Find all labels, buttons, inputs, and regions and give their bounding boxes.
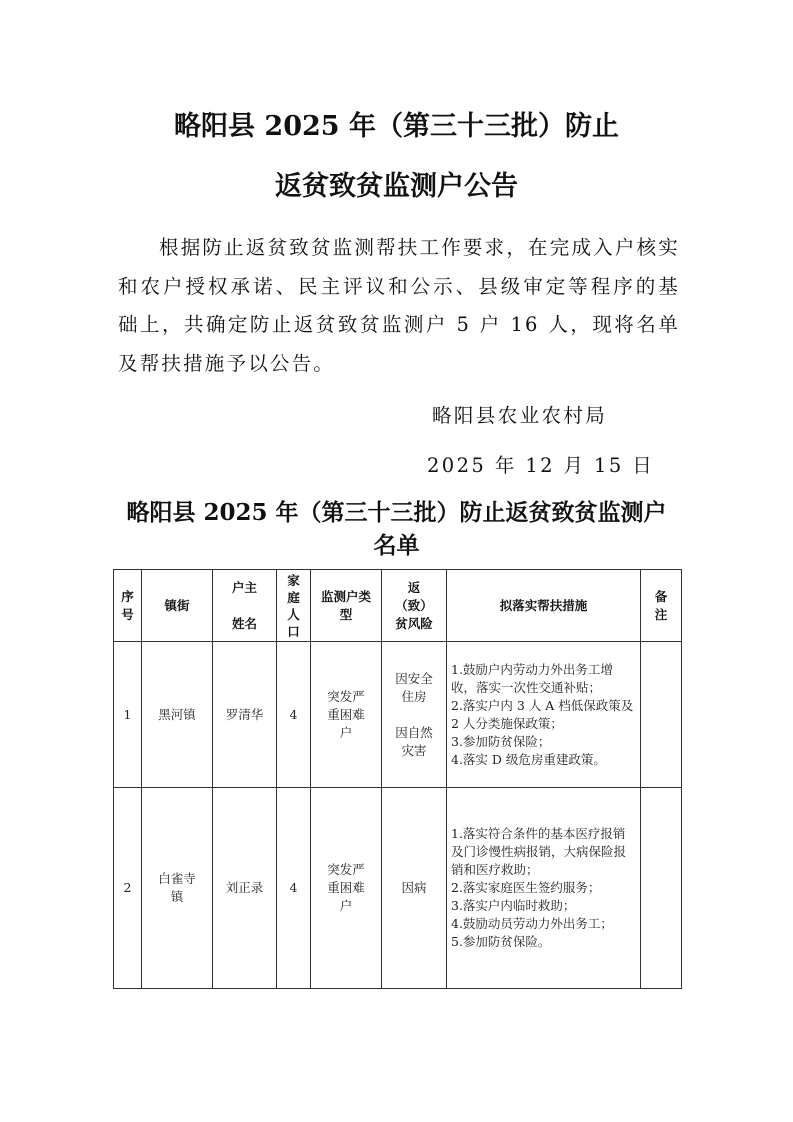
cell-remarks <box>641 642 682 788</box>
measure-item: 3.落实户内临时救助； <box>451 898 576 913</box>
cell-remarks <box>641 788 682 989</box>
cell-town: 白雀寺镇 <box>142 788 213 989</box>
table-row <box>114 788 682 989</box>
cell-head-name: 罗清华 <box>213 642 277 788</box>
measure-item: 2.落实户内 3 人 A 档低保政策及 2 人分类施保政策； <box>451 697 634 731</box>
cell-index: 2 <box>114 788 142 989</box>
table-header-row <box>114 570 682 642</box>
cell-index: 1 <box>114 642 142 788</box>
table-row <box>114 642 682 788</box>
cell-family-size: 4 <box>277 788 311 989</box>
signature-date: 2025 年 12 月 15 日 <box>427 454 655 477</box>
measure-item: 2.落实家庭医生签约服务； <box>451 880 601 895</box>
measure-item: 1.鼓励户内劳动力外出务工增收，落实一次性交通补贴； <box>451 661 613 695</box>
measure-item: 3.参加防贫保险； <box>451 733 551 749</box>
cell-town: 黑河镇 <box>142 642 213 788</box>
header-measures: 拟落实帮扶措施 <box>447 570 641 642</box>
header-monitor-type: 监测户类型 <box>311 570 382 642</box>
list-title-line2: 名单 <box>373 532 420 559</box>
announcement-body: 根据防止返贫致贫监测帮扶工作要求，在完成入户核实和农户授权承诺、民主评议和公示、县级审定等程序的基础上，共确定防止返贫致贫监测户 5 户 16 人，现将名单及帮扶措施予以公告。 <box>118 236 680 375</box>
cell-head-name: 刘正录 <box>213 788 277 989</box>
measure-item: 4.鼓励动员劳动力外出务工； <box>451 916 613 931</box>
header-remarks: 备注 <box>641 570 682 642</box>
cell-family-size: 4 <box>277 642 311 788</box>
announcement-title-line1: 略阳县 2025 年（第三十三批）防止 <box>174 111 619 142</box>
header-town: 镇街 <box>142 570 213 642</box>
measure-item: 4.落实 D 级危房重建政策。 <box>451 751 606 767</box>
measure-item: 5.参加防贫保险。 <box>451 934 551 949</box>
cell-measures <box>447 642 641 788</box>
header-family-size: 家庭人口 <box>277 570 311 642</box>
list-title-line1: 略阳县 2025 年（第三十三批）防止返贫致贫监测户 <box>126 499 667 526</box>
announcement-title-line2: 返贫致贫监测户公告 <box>275 171 518 202</box>
cell-monitor-type: 突发严重困难户 <box>311 642 382 788</box>
cell-measures <box>447 788 641 989</box>
cell-monitor-type: 突发严重困难户 <box>311 788 382 989</box>
signature-organization: 略阳县农业农村局 <box>432 404 608 427</box>
cell-risk: 因安全住房 因自然灾害 <box>382 642 447 788</box>
header-index: 序号 <box>114 570 142 642</box>
measure-item: 1.落实符合条件的基本医疗报销及门诊慢性病报销，大病保险报销和医疗救助； <box>451 826 627 877</box>
cell-risk: 因病 <box>382 788 447 989</box>
header-risk: 返 （致） 贫风险 <box>382 570 447 642</box>
monitoring-households-table <box>113 569 682 989</box>
header-head-name: 户主 姓名 <box>213 570 277 642</box>
